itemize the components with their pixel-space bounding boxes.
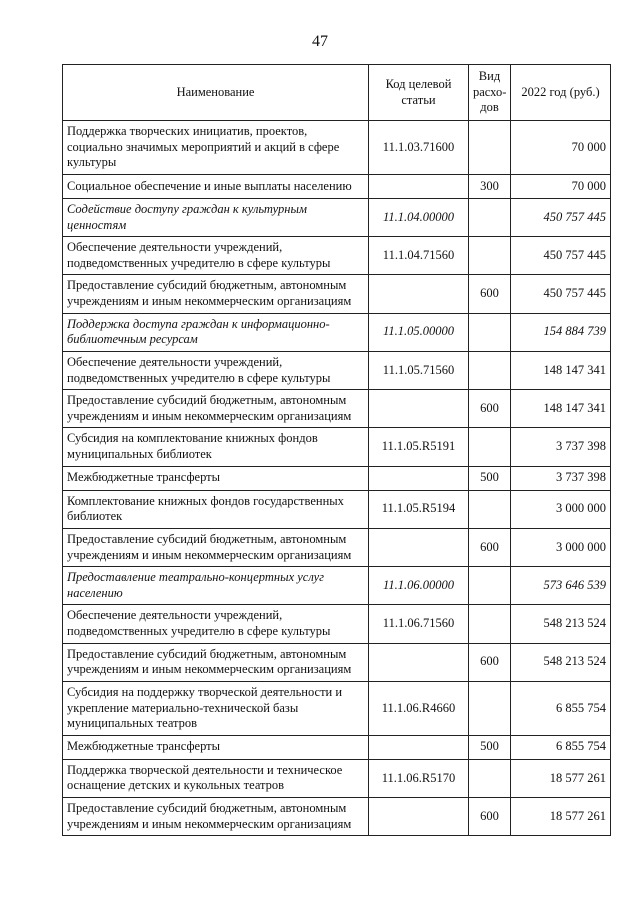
row-type-cell: 600 bbox=[469, 798, 511, 836]
header-code: Код целевой статьи bbox=[369, 65, 469, 121]
table-row bbox=[63, 313, 611, 351]
table-row bbox=[63, 121, 611, 175]
row-name-cell: Поддержка доступа граждан к информационно-библиотечным ресурсам bbox=[63, 313, 369, 351]
table-row bbox=[63, 567, 611, 605]
row-type-cell bbox=[469, 567, 511, 605]
row-code-cell: 11.1.06.R4660 bbox=[369, 681, 469, 735]
row-code-cell: 11.1.05.71560 bbox=[369, 351, 469, 389]
row-name-cell: Предоставление субсидий бюджетным, автономным учреждениям и иным некоммерческим организациям bbox=[63, 798, 369, 836]
row-sum-cell: 3 000 000 bbox=[511, 528, 611, 566]
row-type-cell: 600 bbox=[469, 390, 511, 428]
row-code-cell bbox=[369, 798, 469, 836]
row-type-cell: 500 bbox=[469, 466, 511, 490]
header-name: Наименование bbox=[63, 65, 369, 121]
row-code-cell bbox=[369, 174, 469, 198]
table-row bbox=[63, 735, 611, 759]
row-type-cell bbox=[469, 681, 511, 735]
table-row bbox=[63, 275, 611, 313]
table-row bbox=[63, 351, 611, 389]
row-type-cell bbox=[469, 237, 511, 275]
row-sum-cell: 6 855 754 bbox=[511, 681, 611, 735]
row-sum-cell: 3 000 000 bbox=[511, 490, 611, 528]
table-row bbox=[63, 643, 611, 681]
table-header-row bbox=[63, 65, 611, 121]
row-sum-cell: 450 757 445 bbox=[511, 237, 611, 275]
row-type-cell bbox=[469, 490, 511, 528]
header-type: Вид расхо-дов bbox=[469, 65, 511, 121]
table-row bbox=[63, 490, 611, 528]
row-sum-cell: 18 577 261 bbox=[511, 759, 611, 797]
row-name-cell: Предоставление субсидий бюджетным, автономным учреждениям и иным некоммерческим организациям bbox=[63, 275, 369, 313]
row-type-cell: 500 bbox=[469, 735, 511, 759]
row-code-cell: 11.1.05.00000 bbox=[369, 313, 469, 351]
row-type-cell bbox=[469, 198, 511, 236]
row-name-cell: Обеспечение деятельности учреждений, подведомственных учредителю в сфере культуры bbox=[63, 605, 369, 643]
row-sum-cell: 450 757 445 bbox=[511, 275, 611, 313]
row-sum-cell: 70 000 bbox=[511, 174, 611, 198]
row-sum-cell: 3 737 398 bbox=[511, 428, 611, 466]
row-name-cell: Предоставление субсидий бюджетным, автономным учреждениям и иным некоммерческим организациям bbox=[63, 528, 369, 566]
row-sum-cell: 148 147 341 bbox=[511, 351, 611, 389]
table-row bbox=[63, 681, 611, 735]
row-code-cell bbox=[369, 643, 469, 681]
row-name-cell: Обеспечение деятельности учреждений, подведомственных учредителю в сфере культуры bbox=[63, 351, 369, 389]
row-type-cell bbox=[469, 605, 511, 643]
table-row bbox=[63, 528, 611, 566]
row-type-cell: 600 bbox=[469, 275, 511, 313]
row-name-cell: Субсидия на поддержку творческой деятельности и укрепление материально-технической базы муниципальных театров bbox=[63, 681, 369, 735]
table-row bbox=[63, 798, 611, 836]
row-sum-cell: 573 646 539 bbox=[511, 567, 611, 605]
row-name-cell: Предоставление субсидий бюджетным, автономным учреждениям и иным некоммерческим организациям bbox=[63, 643, 369, 681]
row-code-cell: 11.1.06.71560 bbox=[369, 605, 469, 643]
row-name-cell: Обеспечение деятельности учреждений, подведомственных учредителю в сфере культуры bbox=[63, 237, 369, 275]
row-sum-cell: 3 737 398 bbox=[511, 466, 611, 490]
row-type-cell bbox=[469, 121, 511, 175]
row-code-cell: 11.1.06.R5170 bbox=[369, 759, 469, 797]
row-code-cell bbox=[369, 528, 469, 566]
page-number: 47 bbox=[312, 33, 328, 50]
row-name-cell: Предоставление субсидий бюджетным, автономным учреждениям и иным некоммерческим организациям bbox=[63, 390, 369, 428]
table-row bbox=[63, 466, 611, 490]
header-sum: 2022 год (руб.) bbox=[511, 65, 611, 121]
row-code-cell: 11.1.04.00000 bbox=[369, 198, 469, 236]
row-name-cell: Субсидия на комплектование книжных фондов муниципальных библиотек bbox=[63, 428, 369, 466]
row-sum-cell: 548 213 524 bbox=[511, 605, 611, 643]
row-name-cell: Межбюджетные трансферты bbox=[63, 735, 369, 759]
table-row bbox=[63, 428, 611, 466]
row-sum-cell: 70 000 bbox=[511, 121, 611, 175]
row-type-cell: 600 bbox=[469, 528, 511, 566]
row-type-cell: 600 bbox=[469, 643, 511, 681]
row-code-cell bbox=[369, 275, 469, 313]
row-name-cell: Поддержка творческой деятельности и техническое оснащение детских и кукольных театров bbox=[63, 759, 369, 797]
row-sum-cell: 148 147 341 bbox=[511, 390, 611, 428]
row-name-cell: Социальное обеспечение и иные выплаты населению bbox=[63, 174, 369, 198]
table-body bbox=[63, 121, 611, 836]
row-sum-cell: 548 213 524 bbox=[511, 643, 611, 681]
row-type-cell: 300 bbox=[469, 174, 511, 198]
table-row bbox=[63, 198, 611, 236]
row-sum-cell: 154 884 739 bbox=[511, 313, 611, 351]
row-code-cell: 11.1.05.R5194 bbox=[369, 490, 469, 528]
row-type-cell bbox=[469, 351, 511, 389]
table-row bbox=[63, 605, 611, 643]
row-code-cell: 11.1.04.71560 bbox=[369, 237, 469, 275]
row-code-cell bbox=[369, 390, 469, 428]
row-name-cell: Предоставление театрально-концертных услуг населению bbox=[63, 567, 369, 605]
row-code-cell: 11.1.03.71600 bbox=[369, 121, 469, 175]
row-name-cell: Межбюджетные трансферты bbox=[63, 466, 369, 490]
budget-table bbox=[62, 64, 611, 836]
row-sum-cell: 450 757 445 bbox=[511, 198, 611, 236]
table-row bbox=[63, 390, 611, 428]
row-name-cell: Комплектование книжных фондов государственных библиотек bbox=[63, 490, 369, 528]
row-name-cell: Содействие доступу граждан к культурным ценностям bbox=[63, 198, 369, 236]
row-type-cell bbox=[469, 759, 511, 797]
row-code-cell: 11.1.06.00000 bbox=[369, 567, 469, 605]
table-row bbox=[63, 759, 611, 797]
row-type-cell bbox=[469, 313, 511, 351]
row-sum-cell: 18 577 261 bbox=[511, 798, 611, 836]
row-type-cell bbox=[469, 428, 511, 466]
row-code-cell bbox=[369, 735, 469, 759]
table-row bbox=[63, 174, 611, 198]
row-name-cell: Поддержка творческих инициатив, проектов, социально значимых мероприятий и акций в сфере культуры bbox=[63, 121, 369, 175]
row-sum-cell: 6 855 754 bbox=[511, 735, 611, 759]
table-row bbox=[63, 237, 611, 275]
row-code-cell bbox=[369, 466, 469, 490]
row-code-cell: 11.1.05.R5191 bbox=[369, 428, 469, 466]
